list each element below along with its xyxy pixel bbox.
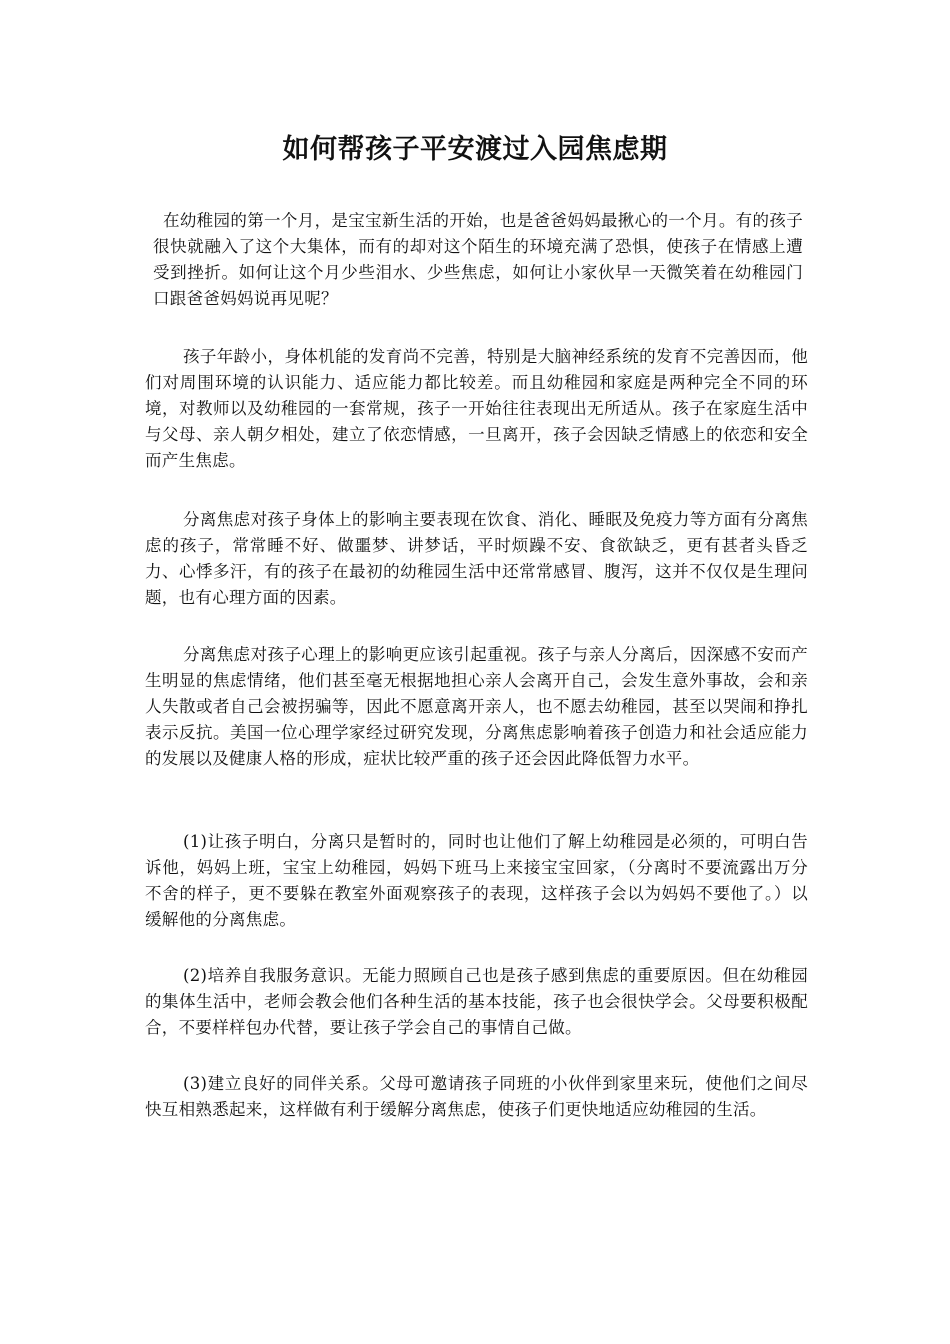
tip-1-paragraph: (1)让孩子明白，分离只是暂时的，同时也让他们了解上幼稚园是必须的，可明白告诉他，妈妈上班，宝宝上幼稚园，妈妈下班马上来接宝宝回家，（分离时不要流露出万分不舍的样子，更不要躲在教室外面观察孩子的表现，这样孩子会以为妈妈不要他了。）以缓解他的分离焦虑。 xyxy=(145,832,808,929)
paragraph-cause: 孩子年龄小，身体机能的发育尚不完善，特别是大脑神经系统的发育不完善因而，他们对周围环境的认识能力、适应能力都比较差。而且幼稚园和家庭是两种完全不同的环境，对教师以及幼稚园的一套常规，孩子一开始往往表现出无所适从。孩子在家庭生活中与父母、亲人朝夕相处，建立了依恋情感，一旦离开，孩子会因缺乏情感上的依恋和安全而产生焦虑。 xyxy=(145,347,808,470)
tip-3-paragraph: (3)建立良好的同伴关系。父母可邀请孩子同班的小伙伴到家里来玩，使他们之间尽快互相熟悉起来，这样做有利于缓解分离焦虑，使孩子们更快地适应幼稚园的生活。 xyxy=(145,1074,808,1119)
document-title: 如何帮孩子平安渡过入园焦虑期 xyxy=(282,134,668,165)
intro-paragraph: 在幼稚园的第一个月，是宝宝新生活的开始，也是爸爸妈妈最揪心的一个月。有的孩子很快就融入了这个大集体，而有的却对这个陌生的环境充满了恐惧，使孩子在情感上遭受到挫折。如何让这个月少些泪水、少些焦虑，如何让小家伙早一天微笑着在幼稚园门口跟爸爸妈妈说再见呢？ xyxy=(153,211,803,308)
tip-2-paragraph: (2)培养自我服务意识。无能力照顾自己也是孩子感到焦虑的重要原因。但在幼稚园的集体生活中，老师会教会他们各种生活的基本技能，孩子也会很快学会。父母要积极配合，不要样样包办代替，要让孩子学会自己的事情自己做。 xyxy=(145,966,808,1037)
paragraph-psychological-effects: 分离焦虑对孩子心理上的影响更应该引起重视。孩子与亲人分离后，因深感不安而产生明显的焦虑情绪，他们甚至毫无根据地担心亲人会离开自己，会发生意外事故，会和亲人失散或者自己会被拐骗等，因此不愿意离开亲人，也不愿去幼稚园，甚至以哭闹和挣扎表示反抗。美国一位心理学家经过研究发现，分离焦虑影响着孩子创造力和社会适应能力的发展以及健康人格的形成，症状比较严重的孩子还会因此降低智力水平。 xyxy=(145,645,808,768)
paragraph-physical-effects: 分离焦虑对孩子身体上的影响主要表现在饮食、消化、睡眠及免疫力等方面有分离焦虑的孩子，常常睡不好、做噩梦、讲梦话，平时烦躁不安、食欲缺乏，更有甚者头昏乏力、心悸多汗，有的孩子在最初的幼稚园生活中还常常感冒、腹泻，这并不仅仅是生理问题，也有心理方面的因素。 xyxy=(145,510,808,607)
